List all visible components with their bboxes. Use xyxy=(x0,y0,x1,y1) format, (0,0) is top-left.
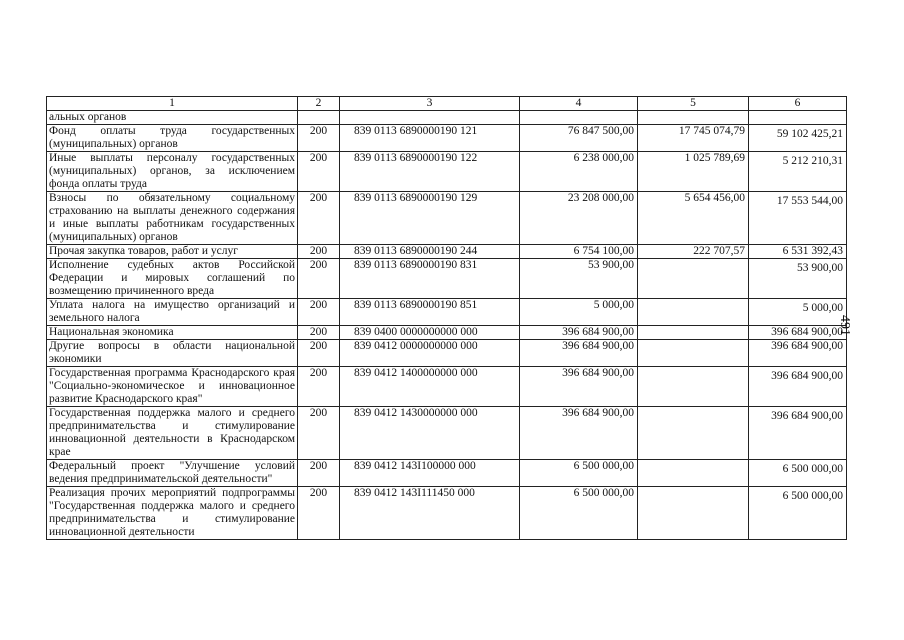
row-executed: 5 654 456,00 xyxy=(638,192,749,245)
row-unexecuted: 396 684 900,00 xyxy=(749,326,847,340)
row-executed xyxy=(638,367,749,407)
col-header-5: 5 xyxy=(638,97,749,111)
row-budget-code: 839 0412 0000000000 000 xyxy=(340,340,520,367)
table-row xyxy=(47,111,847,125)
row-unexecuted: 6 500 000,00 xyxy=(749,487,847,540)
row-line-code: 200 xyxy=(298,340,340,367)
row-budget-code: 839 0113 6890000190 129 xyxy=(340,192,520,245)
row-line-code: 200 xyxy=(298,367,340,407)
row-unexecuted: 5 212 210,31 xyxy=(749,152,847,192)
row-approved: 23 208 000,00 xyxy=(520,192,638,245)
row-executed xyxy=(638,259,749,299)
header-row xyxy=(47,97,847,111)
row-budget-code: 839 0412 143I100000 000 xyxy=(340,460,520,487)
row-name: Другие вопросы в области национальной экономики xyxy=(47,340,298,367)
row-budget-code: 839 0113 6890000190 121 xyxy=(340,125,520,152)
row-line-code xyxy=(298,111,340,125)
row-budget-code: 839 0412 1430000000 000 xyxy=(340,407,520,460)
table-row xyxy=(47,340,847,367)
page-number: 491 xyxy=(837,315,852,336)
row-name: Прочая закупка товаров, работ и услуг xyxy=(47,245,298,259)
row-approved: 396 684 900,00 xyxy=(520,326,638,340)
row-approved: 6 500 000,00 xyxy=(520,487,638,540)
row-budget-code: 839 0113 6890000190 244 xyxy=(340,245,520,259)
row-unexecuted: 6 500 000,00 xyxy=(749,460,847,487)
row-approved: 6 500 000,00 xyxy=(520,460,638,487)
row-budget-code: 839 0412 143I111450 000 xyxy=(340,487,520,540)
row-executed xyxy=(638,111,749,125)
table-row xyxy=(47,192,847,245)
budget-table xyxy=(46,96,847,540)
row-line-code: 200 xyxy=(298,125,340,152)
row-line-code: 200 xyxy=(298,245,340,259)
row-name: альных органов xyxy=(47,111,298,125)
row-unexecuted: 396 684 900,00 xyxy=(749,367,847,407)
col-header-2: 2 xyxy=(298,97,340,111)
row-name: Исполнение судебных актов Российской Федерации и мировых соглашений по возмещению причиненного вреда xyxy=(47,259,298,299)
row-approved: 53 900,00 xyxy=(520,259,638,299)
table-row xyxy=(47,487,847,540)
row-name: Уплата налога на имущество организаций и земельного налога xyxy=(47,299,298,326)
row-name: Государственная программа Краснодарского края "Социально-экономическое и инновационное развитие Краснодарского края" xyxy=(47,367,298,407)
row-line-code: 200 xyxy=(298,192,340,245)
row-unexecuted: 6 531 392,43 xyxy=(749,245,847,259)
row-unexecuted: 17 553 544,00 xyxy=(749,192,847,245)
row-name: Федеральный проект "Улучшение условий ведения предпринимательской деятельности" xyxy=(47,460,298,487)
row-approved: 5 000,00 xyxy=(520,299,638,326)
row-approved: 76 847 500,00 xyxy=(520,125,638,152)
row-approved: 396 684 900,00 xyxy=(520,367,638,407)
row-unexecuted: 396 684 900,00 xyxy=(749,340,847,367)
row-budget-code: 839 0113 6890000190 831 xyxy=(340,259,520,299)
row-executed xyxy=(638,299,749,326)
col-header-6: 6 xyxy=(749,97,847,111)
row-unexecuted: 396 684 900,00 xyxy=(749,407,847,460)
table-row xyxy=(47,460,847,487)
row-budget-code: 839 0400 0000000000 000 xyxy=(340,326,520,340)
row-executed xyxy=(638,340,749,367)
row-unexecuted: 59 102 425,21 xyxy=(749,125,847,152)
row-line-code: 200 xyxy=(298,259,340,299)
row-name: Реализация прочих мероприятий подпрограммы "Государственная поддержка малого и среднего предпринимательства и стимулирование инновационной деятельности xyxy=(47,487,298,540)
row-executed xyxy=(638,407,749,460)
table-row xyxy=(47,245,847,259)
row-line-code: 200 xyxy=(298,460,340,487)
row-line-code: 200 xyxy=(298,407,340,460)
row-name: Государственная поддержка малого и среднего предпринимательства и стимулирование инновационной деятельности в Краснодарском крае xyxy=(47,407,298,460)
row-executed: 222 707,57 xyxy=(638,245,749,259)
row-line-code: 200 xyxy=(298,487,340,540)
row-unexecuted xyxy=(749,111,847,125)
row-line-code: 200 xyxy=(298,326,340,340)
table-row xyxy=(47,152,847,192)
row-name: Национальная экономика xyxy=(47,326,298,340)
row-unexecuted: 53 900,00 xyxy=(749,259,847,299)
table-row xyxy=(47,407,847,460)
row-executed xyxy=(638,326,749,340)
row-budget-code: 839 0412 1400000000 000 xyxy=(340,367,520,407)
col-header-4: 4 xyxy=(520,97,638,111)
row-budget-code: 839 0113 6890000190 122 xyxy=(340,152,520,192)
table-row xyxy=(47,326,847,340)
row-executed: 1 025 789,69 xyxy=(638,152,749,192)
table-row xyxy=(47,259,847,299)
row-executed xyxy=(638,460,749,487)
table-row xyxy=(47,367,847,407)
row-approved: 6 238 000,00 xyxy=(520,152,638,192)
col-header-1: 1 xyxy=(47,97,298,111)
row-approved: 6 754 100,00 xyxy=(520,245,638,259)
col-header-3: 3 xyxy=(340,97,520,111)
row-executed xyxy=(638,487,749,540)
row-name: Фонд оплаты труда государственных (муниципальных) органов xyxy=(47,125,298,152)
row-budget-code xyxy=(340,111,520,125)
row-approved xyxy=(520,111,638,125)
row-unexecuted: 5 000,00 xyxy=(749,299,847,326)
row-approved: 396 684 900,00 xyxy=(520,340,638,367)
row-budget-code: 839 0113 6890000190 851 xyxy=(340,299,520,326)
row-executed: 17 745 074,79 xyxy=(638,125,749,152)
table-row xyxy=(47,125,847,152)
row-approved: 396 684 900,00 xyxy=(520,407,638,460)
row-line-code: 200 xyxy=(298,152,340,192)
row-name: Взносы по обязательному социальному страхованию на выплаты денежного содержания и иные выплаты работникам государственных (муниципальных) органов xyxy=(47,192,298,245)
table-row xyxy=(47,299,847,326)
row-line-code: 200 xyxy=(298,299,340,326)
row-name: Иные выплаты персоналу государственных (муниципальных) органов, за исключением фонда оплаты труда xyxy=(47,152,298,192)
